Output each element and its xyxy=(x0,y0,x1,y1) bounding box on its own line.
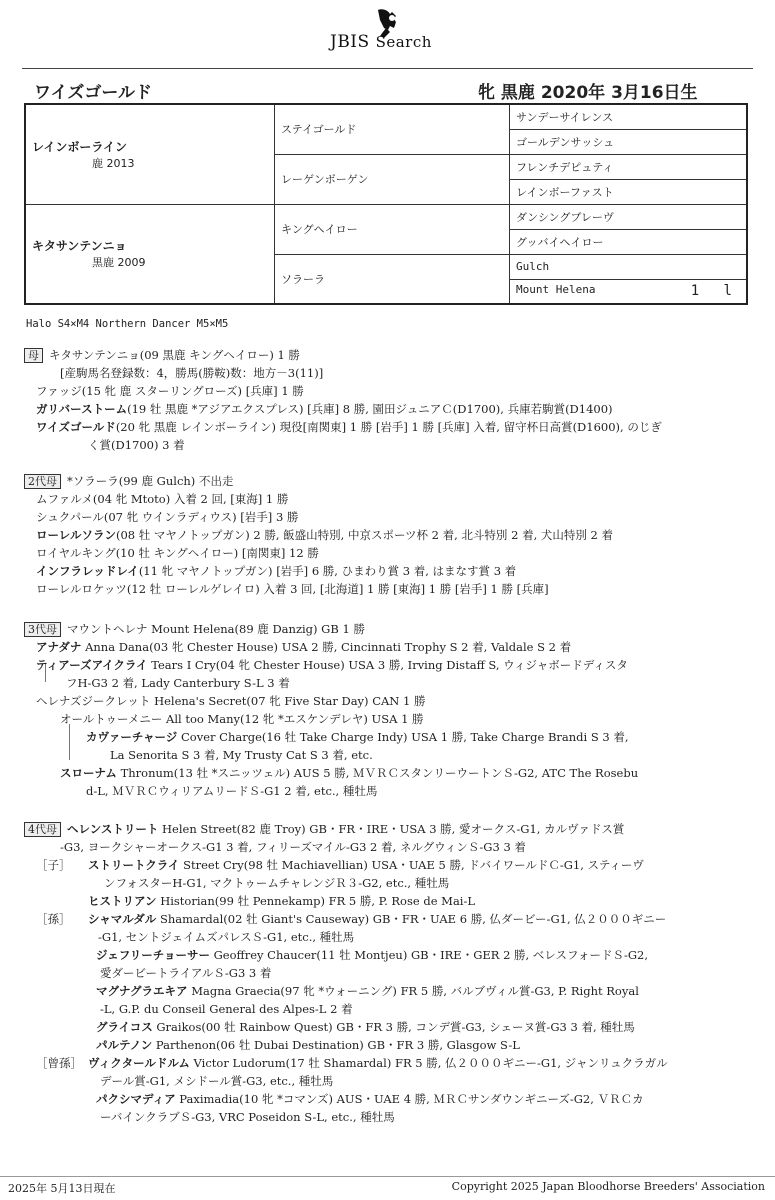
list-item: ジェフリーチョーサー Geoffrey Chaucer(11 牡 Montjeu) GB・IRE・GER 2 勝, ベレスフォードＳ-G2, xyxy=(96,948,648,962)
pedigree-table xyxy=(24,103,748,305)
list-item: ローレルソラン(08 牡 マヤノトップガン) 2 勝, 飯盛山特別, 中京スポーツ杯 2 着, 北斗特別 2 着, 犬山特別 2 着 xyxy=(36,528,614,542)
dam-line: ファッジ(15 牝 鹿 スターリングローズ) [兵庫] 1 勝 xyxy=(36,384,304,398)
list-item-cont: デール賞-G1, メシドール賞-G3, etc., 種牡馬 xyxy=(100,1074,334,1088)
list-item: ムファルメ(04 牝 Mtoto) 入着 2 回, [東海] 1 勝 xyxy=(36,492,289,506)
list-item: ロイヤルキング(10 牡 キングヘイロー) [南関東] 12 勝 xyxy=(36,546,319,560)
list-item: パクシマディア Paximadia(10 牝 *コマンズ) AUS・UAE 4 勝, ＭＲＣサンダウンギニーズ-G2, ＶＲＣカ xyxy=(96,1092,644,1106)
sire-cell xyxy=(25,104,275,204)
gen4-section: 4代母 ヘレンストリート Helen Street(82 鹿 Troy) GB・FR・IRE・USA 3 勝, 愛オークス-G1, カルヴァドス賞 -G3, ヨークシャーオークス-G1 3 着, フィリーズマイル-G3 2 着, ネルグウィンＳ-G3 3 着 ［子］ ストリートクライ Street Cry(98 牡 Machiavellian) USA・UAE 5 勝, ドバイワールドＣ-G1, スティーヴ ンフォスターH-G1, マクトゥームチャレンジＲ３-G2, etc., 種牡馬 ヒストリアン Historian(99 牡 Pennekamp) FR 5 勝, P. Rose de Mai-L ［孫］ シャマルダル Shamardal(02 牡 Giant's Causeway) GB・FR・UAE 6 勝, 仏ダービー-G1, 仏２０００ギニー -G1, セントジェイムズパレスＳ-G1, etc., 種牡馬 ジェフリーチョーサー Geoffrey Chaucer(11 牡 Montjeu) GB・IRE・GER 2 勝, ベレスフォードＳ-G2, 愛ダービートライアルＳ-G3 3 着 マグナグラエキア Magna Graecia(97 牝 *ウォーニング) FR 5 勝, バルブヴィル賞-G3, P. Right Royal -L, G.P. du Conseil General des Alpes-L 2 着 グライコス Graikos(00 牡 Rainbow Quest) GB・FR 3 勝, コンデ賞-G3, シェーヌ賞-G3 3 着, 種牡馬 パルテノン Parthenon(06 牡 Dubai Destination) GB・FR 3 勝, Glasgow S-L ［曾孫］ ヴィクタールドルム Victor Ludorum(17 牡 Shamardal) FR 5 勝, 仏２０００ギニー-G1, ジャンリュクラガル デール賞-G1, メシドール賞-G3, etc., 種牡馬 パクシマディア Paximadia(10 牝 *コマンズ) AUS・UAE 4 勝, ＭＲＣサンダウンギニーズ-G2, ＶＲＣカ ーバインクラブＳ-G3, VRC Poseidon S-L, etc., 種牡馬 xyxy=(24,820,754,1126)
dam-name: キタサンテンニョ xyxy=(32,239,127,254)
footer-copyright: Copyright 2025 Japan Bloodhorse Breeders' Association xyxy=(451,1180,765,1193)
gen3-name: Mount Helena xyxy=(516,283,596,297)
list-item: スローナム Thronum(13 牡 *スニッツェル) AUS 5 勝, ＭＶＲＣスタンリーウートンＳ-G2, ATC The Rosebu xyxy=(60,766,639,780)
list-item: ［子］ ストリートクライ Street Cry(98 牡 Machiavellian) USA・UAE 5 勝, ドバイワールドＣ-G1, スティーヴ xyxy=(36,858,644,872)
list-item: マグナグラエキア Magna Graecia(97 牝 *ウォーニング) FR 5 勝, バルブヴィル賞-G3, P. Right Royal xyxy=(96,984,639,998)
list-item-cont: La Senorita S 3 着, My Trusty Cat S 3 着, etc. xyxy=(110,748,373,762)
gen3-cell: レインボーファスト xyxy=(510,179,748,204)
list-item: ティアーズアイクライ Tears I Cry(04 牝 Chester House) USA 3 勝, Irving Distaff S, ウィジャボードディスタ xyxy=(36,658,628,672)
list-item-cont: ンフォスターH-G1, マクトゥームチャレンジＲ３-G2, etc., 種牡馬 xyxy=(104,876,450,890)
sire-dam: レーゲンボーゲン xyxy=(275,154,510,204)
dam-line: [産駒馬名登録数：4，勝馬(勝鞍)数：地方－3(11)] xyxy=(60,366,324,380)
list-item-cont: -G1, セントジェイムズパレスＳ-G1, etc., 種牡馬 xyxy=(98,930,355,944)
gen3-cell: グッバイヘイロー xyxy=(510,229,748,254)
jbis-logo xyxy=(330,6,460,56)
gen3-cell: サンデーサイレンス xyxy=(510,104,748,129)
horse-name: ワイズゴールド xyxy=(34,83,152,103)
bracket-line xyxy=(45,664,46,682)
list-item: ［孫］ シャマルダル Shamardal(02 牡 Giant's Causeway) GB・FR・UAE 6 勝, 仏ダービー-G1, 仏２０００ギニー xyxy=(36,912,667,926)
list-item: カヴァーチャージ Cover Charge(16 牡 Take Charge Indy) USA 1 勝, Take Charge Brandi S 3 着, xyxy=(86,730,629,744)
list-item: ガリバーストーム(19 牡 黒鹿 *アジアエクスプレス) [兵庫] 8 勝, 園田ジュニアＣ(D1700), 兵庫若駒賞(D1400) xyxy=(36,402,613,416)
list-item: パルテノン Parthenon(06 牡 Dubai Destination) GB・FR 3 勝, Glasgow S-L xyxy=(96,1038,520,1052)
family-number: 1 l xyxy=(690,283,740,300)
dam-line: キタサンテンニョ(09 黒鹿 キングヘイロー) 1 勝 xyxy=(49,348,300,362)
gen3-cell: ゴールデンサッシュ xyxy=(510,129,748,154)
logo-text: JBIS Search xyxy=(330,32,432,52)
dam-dam: ソラーラ xyxy=(275,254,510,304)
dam-line: く賞(D1700) 3 着 xyxy=(88,438,185,452)
gen3-cell: Gulch xyxy=(510,254,748,279)
list-item: ［曾孫］ ヴィクタールドルム Victor Ludorum(17 牡 Shamardal) FR 5 勝, 仏２０００ギニー-G1, ジャンリュクラガル xyxy=(36,1056,668,1070)
dam-cell xyxy=(25,204,275,304)
section-tag: 2代母 xyxy=(24,474,61,489)
gen3-cell: フレンチデピュティ xyxy=(510,154,748,179)
sire-info: 鹿 2013 xyxy=(92,156,135,170)
footer-divider xyxy=(0,1176,775,1177)
footer-date: 2025年 5月13日現在 xyxy=(8,1182,116,1195)
horse-name-bold: ワイズゴールド xyxy=(36,420,116,434)
list-item: ヘレナズジークレット Helena's Secret(07 牝 Five Star Day) CAN 1 勝 xyxy=(36,694,426,708)
gen3-cell: ダンシングブレーヴ xyxy=(510,204,748,229)
dam-section xyxy=(24,346,754,454)
list-item: ワイズゴールド(20 牝 黒鹿 レインボーライン) 現役[南関東] 1 勝 [岩手] 1 勝 [兵庫] 入着, 留守杯日高賞(D1600), のじぎ xyxy=(36,420,662,434)
list-item: ヒストリアン Historian(99 牡 Pennekamp) FR 5 勝, P. Rose de Mai-L xyxy=(88,894,475,908)
list-item-cont: ーバインクラブＳ-G3, VRC Poseidon S-L, etc., 種牡馬 xyxy=(100,1110,395,1124)
list-item: ローレルロケッツ(12 牡 ローレルゲレイロ) 入着 3 回, [北海道] 1 勝 [東海] 1 勝 [岩手] 1 勝 [兵庫] xyxy=(36,582,549,596)
dam-sire: キングヘイロー xyxy=(275,204,510,254)
horse-name-bold: ガリバーストーム xyxy=(36,402,128,416)
list-item: インフラレッドレイ(11 牝 マヤノトップガン) [岩手] 6 勝, ひまわり賞 3 着, はまなす賞 3 着 xyxy=(36,564,517,578)
list-item: シュクパール(07 牝 ウインラディウス) [岩手] 3 勝 xyxy=(36,510,299,524)
list-item-cont: d-L, ＭＶＲＣウィリアムリードＳ-G1 2 着, etc., 種牡馬 xyxy=(86,784,378,798)
gen3-section: 3代母 マウントヘレナ Mount Helena(89 鹿 Danzig) GB 1 勝 アナダナ Anna Dana(03 牝 Chester House) USA 2 勝, Cincinnati Trophy S 2 着, Valdale S 2 着 ティアーズアイクライ Tears I Cry(04 牝 Chester House) USA 3 勝, Irving Distaff S, ウィジャボードディスタ フH-G3 2 着, Lady Canterbury S-L 3 着 ヘレナズジークレット Helena's Secret(07 牝 Five Star Day) CAN 1 勝 オールトゥーメニー All too Many(12 牝 *エスケンデレヤ) USA 1 勝 カヴァーチャージ Cover Charge(16 牡 Take Charge Indy) USA 1 勝, Take Charge Brandi S 3 着, La Senorita S 3 着, My Trusty Cat S 3 着, etc. スローナム Thronum(13 牡 *スニッツェル) AUS 5 勝, ＭＶＲＣスタンリーウートンＳ-G2, ATC The Rosebu d-L, ＭＶＲＣウィリアムリードＳ-G1 2 着, etc., 種牡馬 xyxy=(24,620,754,800)
header-divider xyxy=(22,68,753,69)
list-item: グライコス Graikos(00 牡 Rainbow Quest) GB・FR 3 勝, コンデ賞-G3, シェーヌ賞-G3 3 着, 種牡馬 xyxy=(96,1020,635,1034)
list-item-cont: -L, G.P. du Conseil General des Alpes-L 2 着 xyxy=(100,1002,353,1016)
list-item-cont: -G3, ヨークシャーオークス-G1 3 着, フィリーズマイル-G3 2 着, ネルグウィンＳ-G3 3 着 xyxy=(60,840,526,854)
section-tag: 母 xyxy=(24,348,43,363)
list-item: オールトゥーメニー All too Many(12 牝 *エスケンデレヤ) USA 1 勝 xyxy=(60,712,424,726)
inbreeding-cross: Halo S4×M4 Northern Dancer M5×M5 xyxy=(26,318,229,330)
section-tag: 4代母 xyxy=(24,822,61,837)
section-tag: 3代母 xyxy=(24,622,61,637)
gen2-section: 2代母 *ソラーラ(99 鹿 Gulch) 不出走 ムファルメ(04 牝 Mtoto) 入着 2 回, [東海] 1 勝 シュクパール(07 牝 ウインラディウス) [岩手] 3 勝 ローレルソラン(08 牡 マヤノトップガン) 2 勝, 飯盛山特別, 中京スポーツ杯 2 着, 北斗特別 2 着, 犬山特別 2 着 ロイヤルキング(10 牡 キングヘイロー) [南関東] 12 勝 インフラレッドレイ(11 牝 マヤノトップガン) [岩手] 6 勝, ひまわり賞 3 着, はまなす賞 3 着 ローレルロケッツ(12 牡 ローレルゲレイロ) 入着 3 回, [北海道] 1 勝 [東海] 1 勝 [岩手] 1 勝 [兵庫] xyxy=(24,472,754,598)
list-item-cont: フH-G3 2 着, Lady Canterbury S-L 3 着 xyxy=(66,676,290,690)
horse-info: 牝 黒鹿 2020年 3月16日生 xyxy=(478,83,698,103)
list-item-cont: 愛ダービートライアルＳ-G3 3 着 xyxy=(100,966,272,980)
sire-name: レインボーライン xyxy=(32,139,128,154)
list-item: アナダナ Anna Dana(03 牝 Chester House) USA 2 勝, Cincinnati Trophy S 2 着, Valdale S 2 着 xyxy=(36,640,572,654)
sire-sire: ステイゴールド xyxy=(275,104,510,154)
dam-info: 黒鹿 2009 xyxy=(92,256,146,270)
bracket-line xyxy=(69,724,70,760)
gen3-cell-family xyxy=(510,279,748,304)
